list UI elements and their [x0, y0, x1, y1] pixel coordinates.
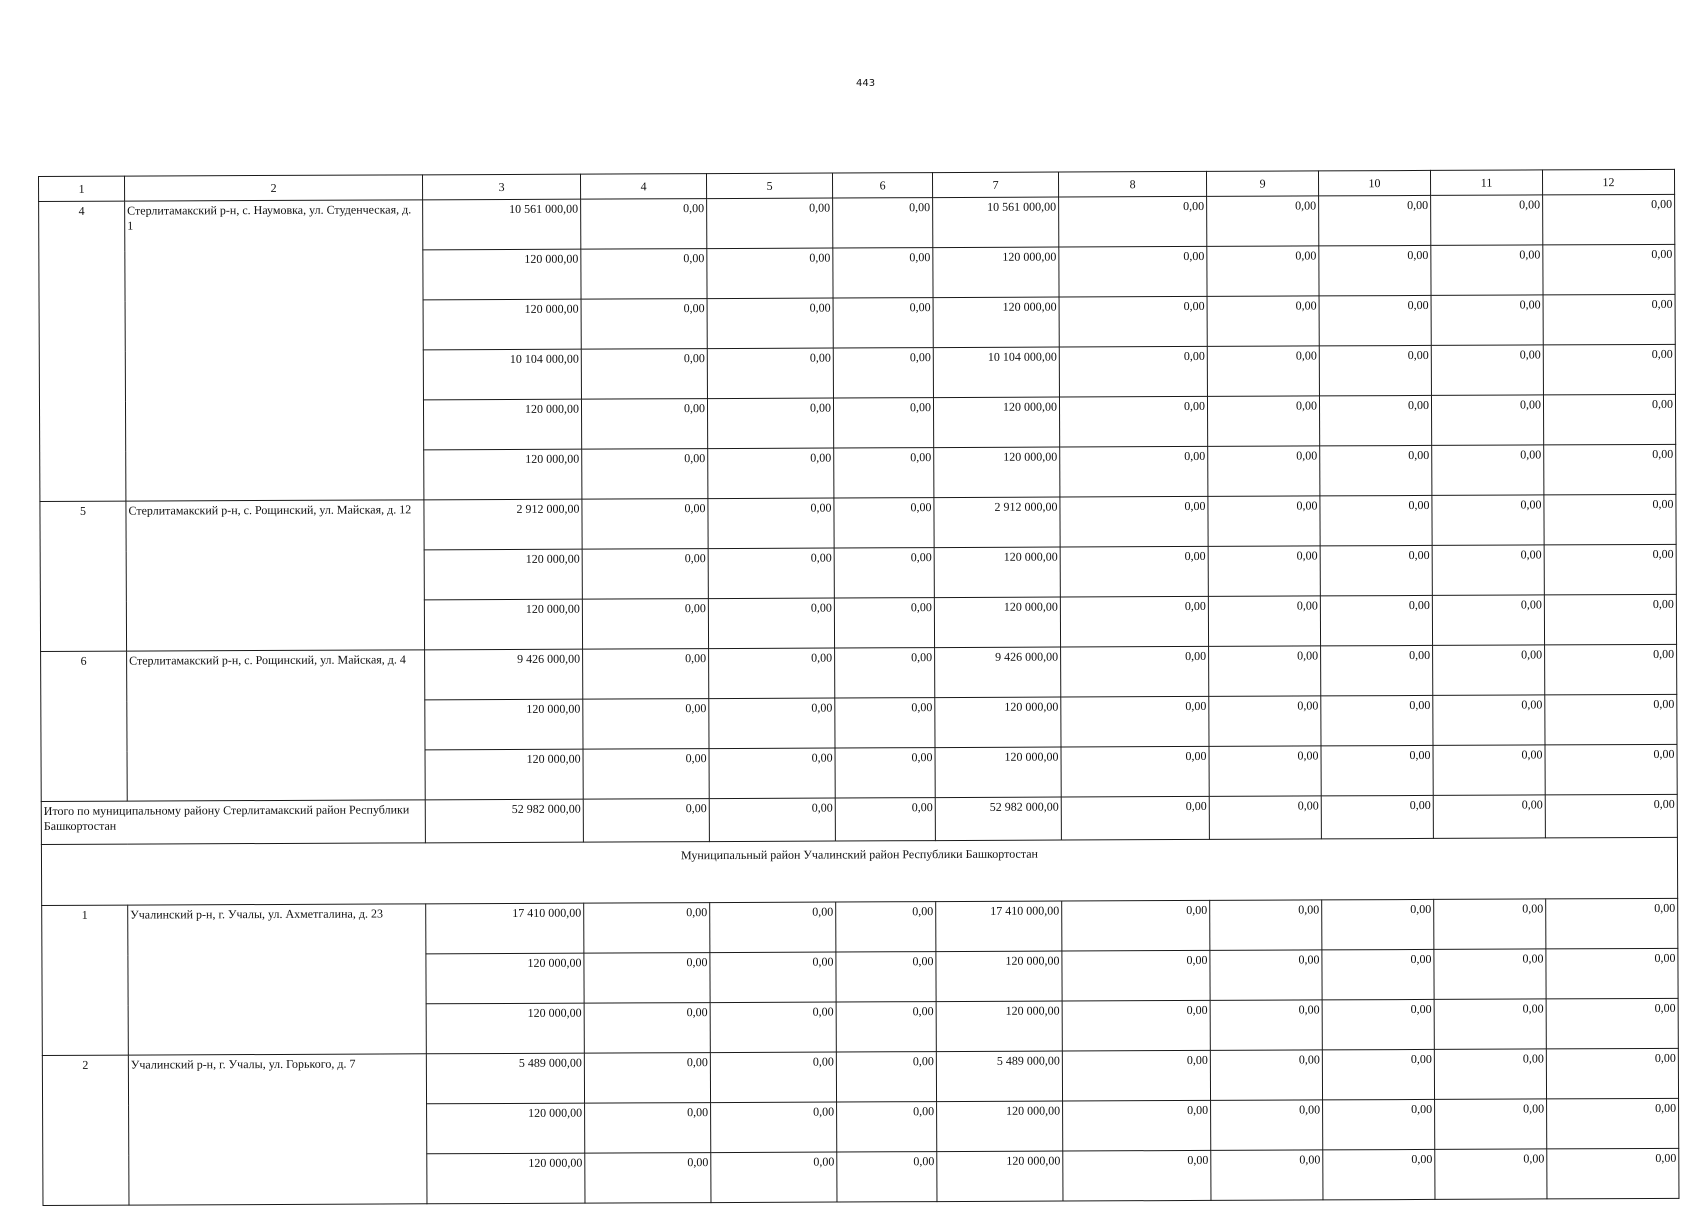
amount-cell: 0,00 — [711, 1102, 837, 1153]
amount-cell: 0,00 — [1059, 296, 1207, 347]
amount-cell: 0,00 — [1060, 496, 1208, 547]
amount-cell: 0,00 — [1435, 1099, 1547, 1149]
amount-cell: 17 410 000,00 — [426, 903, 584, 954]
amount-cell: 0,00 — [833, 198, 933, 248]
amount-cell: 5 489 000,00 — [936, 1051, 1062, 1102]
header-cell: 3 — [422, 174, 580, 200]
table-row — [42, 898, 1678, 955]
amount-cell: 0,00 — [1545, 694, 1677, 745]
header-cell: 9 — [1206, 171, 1318, 196]
amount-cell: 120 000,00 — [935, 747, 1061, 798]
amount-cell: 0,00 — [834, 548, 934, 598]
amount-cell: 0,00 — [836, 952, 936, 1002]
amount-cell: 0,00 — [1207, 296, 1319, 346]
amount-cell: 0,00 — [837, 1102, 937, 1152]
amount-cell: 120 000,00 — [424, 449, 582, 500]
amount-cell: 0,00 — [1435, 1149, 1547, 1199]
amount-cell: 0,00 — [1061, 696, 1209, 747]
amount-cell: 0,00 — [834, 598, 934, 648]
amount-cell: 0,00 — [1543, 294, 1675, 345]
amount-cell: 0,00 — [709, 648, 835, 699]
amount-cell: 0,00 — [1209, 646, 1321, 696]
address-cell: Стерлитамакский р-н, с. Наумовка, ул. Студенческая, д. 1 — [125, 200, 424, 501]
amount-cell: 0,00 — [710, 1002, 836, 1053]
header-cell: 8 — [1058, 171, 1206, 197]
amount-cell: 0,00 — [1321, 745, 1433, 795]
amount-cell: 120 000,00 — [935, 697, 1061, 748]
total-amount-cell: 0,00 — [1061, 796, 1209, 840]
amount-cell: 0,00 — [710, 1052, 836, 1103]
amount-cell: 0,00 — [837, 1152, 937, 1202]
total-amount-cell: 0,00 — [709, 798, 835, 842]
amount-cell: 0,00 — [1432, 495, 1544, 545]
row-index: 1 — [42, 905, 129, 1055]
amount-cell: 0,00 — [1210, 900, 1322, 950]
header-cell: 5 — [706, 173, 832, 199]
amount-cell: 120 000,00 — [423, 399, 581, 450]
amount-cell: 0,00 — [1544, 494, 1676, 545]
amount-cell: 0,00 — [1544, 544, 1676, 595]
table-body — [39, 169, 1679, 1205]
header-cell: 1 — [39, 176, 125, 201]
amount-cell: 0,00 — [1543, 394, 1675, 445]
amount-cell: 0,00 — [1059, 246, 1207, 297]
amount-cell: 0,00 — [1432, 595, 1544, 645]
amount-cell: 0,00 — [585, 1153, 711, 1204]
row-index: 5 — [40, 501, 127, 651]
amount-cell: 120 000,00 — [934, 447, 1060, 498]
amount-cell: 0,00 — [833, 398, 933, 448]
amount-cell: 0,00 — [1545, 644, 1677, 695]
header-cell: 7 — [932, 172, 1058, 198]
amount-cell: 10 104 000,00 — [933, 347, 1059, 398]
table-row — [40, 494, 1676, 551]
amount-cell: 0,00 — [1210, 950, 1322, 1000]
amount-cell: 0,00 — [1321, 645, 1433, 695]
amount-cell: 120 000,00 — [934, 597, 1060, 648]
amount-cell: 2 912 000,00 — [424, 499, 582, 550]
amount-cell: 0,00 — [1209, 696, 1321, 746]
amount-cell: 0,00 — [581, 249, 707, 300]
amount-cell: 0,00 — [836, 1052, 936, 1102]
amount-cell: 0,00 — [582, 599, 708, 650]
header-cell: 6 — [832, 173, 932, 198]
amount-cell: 0,00 — [1209, 746, 1321, 796]
amount-cell: 120 000,00 — [933, 397, 1059, 448]
amount-cell: 0,00 — [582, 449, 708, 500]
amount-cell: 0,00 — [1059, 196, 1207, 247]
amount-cell: 120 000,00 — [937, 1151, 1063, 1202]
header-cell: 12 — [1542, 169, 1674, 195]
amount-cell: 120 000,00 — [936, 951, 1062, 1002]
amount-cell: 0,00 — [1320, 545, 1432, 595]
amount-cell: 0,00 — [1063, 1150, 1211, 1201]
budget-table-sheet — [38, 169, 1678, 1206]
table-row — [41, 644, 1677, 701]
amount-cell: 0,00 — [707, 198, 833, 249]
total-amount-cell: 0,00 — [1209, 796, 1321, 839]
amount-cell: 0,00 — [582, 499, 708, 550]
amount-cell: 0,00 — [1546, 998, 1678, 1049]
amount-cell: 0,00 — [707, 248, 833, 299]
amount-cell: 0,00 — [584, 953, 710, 1004]
amount-cell: 0,00 — [707, 348, 833, 399]
amount-cell: 9 426 000,00 — [425, 649, 583, 700]
amount-cell: 0,00 — [584, 903, 710, 954]
amount-cell: 0,00 — [1207, 396, 1319, 446]
amount-cell: 0,00 — [582, 549, 708, 600]
amount-cell: 0,00 — [1208, 496, 1320, 546]
total-amount-cell: 52 982 000,00 — [425, 799, 583, 843]
amount-cell: 0,00 — [1320, 595, 1432, 645]
amount-cell: 0,00 — [1546, 948, 1678, 999]
table-row — [42, 1048, 1678, 1105]
amount-cell: 120 000,00 — [934, 547, 1060, 598]
amount-cell: 120 000,00 — [426, 1003, 584, 1054]
amount-cell: 0,00 — [836, 1002, 936, 1052]
amount-cell: 0,00 — [1062, 1000, 1210, 1051]
amount-cell: 0,00 — [581, 399, 707, 450]
section-row — [41, 837, 1677, 905]
amount-cell: 0,00 — [581, 199, 707, 250]
amount-cell: 0,00 — [581, 349, 707, 400]
amount-cell: 0,00 — [1211, 1150, 1323, 1200]
total-amount-cell: 0,00 — [1545, 794, 1677, 838]
amount-cell: 0,00 — [584, 1003, 710, 1054]
amount-cell: 0,00 — [707, 298, 833, 349]
address-cell: Учалинский р-н, г. Учалы, ул. Горького, д. 7 — [128, 1054, 427, 1205]
amount-cell: 0,00 — [1434, 899, 1546, 949]
amount-cell: 0,00 — [1207, 196, 1319, 246]
amount-cell: 0,00 — [1319, 345, 1431, 395]
amount-cell: 0,00 — [1320, 495, 1432, 545]
amount-cell: 0,00 — [709, 698, 835, 749]
header-cell: 4 — [580, 174, 706, 200]
amount-cell: 0,00 — [1320, 445, 1432, 495]
amount-cell: 120 000,00 — [425, 749, 583, 800]
amount-cell: 0,00 — [708, 598, 834, 649]
amount-cell: 0,00 — [581, 299, 707, 350]
total-amount-cell: 0,00 — [835, 798, 935, 841]
amount-cell: 0,00 — [1211, 1100, 1323, 1150]
amount-cell: 0,00 — [709, 748, 835, 799]
amount-cell: 0,00 — [1545, 744, 1677, 795]
address-cell: Учалинский р-н, г. Учалы, ул. Ахметгалина, д. 23 — [128, 904, 427, 1055]
amount-cell: 0,00 — [1208, 446, 1320, 496]
amount-cell: 120 000,00 — [426, 953, 584, 1004]
amount-cell: 120 000,00 — [423, 299, 581, 350]
total-row — [41, 794, 1677, 844]
header-cell: 11 — [1430, 170, 1542, 195]
amount-cell: 0,00 — [583, 749, 709, 800]
amount-cell: 0,00 — [1208, 596, 1320, 646]
total-amount-cell: 0,00 — [583, 799, 709, 843]
amount-cell: 0,00 — [1060, 446, 1208, 497]
amount-cell: 0,00 — [1431, 245, 1543, 295]
amount-cell: 0,00 — [585, 1103, 711, 1154]
amount-cell: 0,00 — [1322, 949, 1434, 999]
amount-cell: 120 000,00 — [933, 297, 1059, 348]
row-index: 2 — [42, 1055, 129, 1205]
amount-cell: 0,00 — [835, 648, 935, 698]
amount-cell: 0,00 — [1319, 195, 1431, 245]
amount-cell: 10 104 000,00 — [423, 349, 581, 400]
amount-cell: 0,00 — [1431, 345, 1543, 395]
amount-cell: 120 000,00 — [937, 1101, 1063, 1152]
budget-table — [38, 169, 1679, 1206]
amount-cell: 0,00 — [1319, 395, 1431, 445]
amount-cell: 0,00 — [1543, 194, 1675, 245]
address-cell: Стерлитамакский р-н, с. Рощинский, ул. Майская, д. 4 — [127, 650, 426, 801]
amount-cell: 0,00 — [1434, 949, 1546, 999]
amount-cell: 0,00 — [1433, 745, 1545, 795]
amount-cell: 0,00 — [1062, 950, 1210, 1001]
amount-cell: 0,00 — [1319, 245, 1431, 295]
amount-cell: 0,00 — [1207, 246, 1319, 296]
amount-cell: 0,00 — [1062, 900, 1210, 951]
amount-cell: 0,00 — [1546, 898, 1678, 949]
amount-cell: 5 489 000,00 — [426, 1053, 584, 1104]
amount-cell: 0,00 — [834, 498, 934, 548]
amount-cell: 0,00 — [1063, 1100, 1211, 1151]
amount-cell: 0,00 — [1544, 444, 1676, 495]
page-number: 443 — [856, 78, 876, 89]
amount-cell: 0,00 — [1432, 545, 1544, 595]
amount-cell: 0,00 — [1060, 546, 1208, 597]
amount-cell: 120 000,00 — [427, 1103, 585, 1154]
total-label: Итого по муниципальному району Стерлитамакский район Республики Башкортостан — [41, 800, 425, 845]
row-index: 6 — [41, 651, 128, 801]
amount-cell: 0,00 — [834, 448, 934, 498]
amount-cell: 0,00 — [1432, 445, 1544, 495]
amount-cell: 0,00 — [1060, 596, 1208, 647]
amount-cell: 0,00 — [707, 398, 833, 449]
amount-cell: 0,00 — [710, 902, 836, 953]
amount-cell: 10 561 000,00 — [933, 197, 1059, 248]
header-cell: 10 — [1318, 170, 1430, 195]
amount-cell: 0,00 — [833, 348, 933, 398]
amount-cell: 120 000,00 — [423, 249, 581, 300]
amount-cell: 0,00 — [835, 698, 935, 748]
amount-cell: 0,00 — [1322, 899, 1434, 949]
amount-cell: 0,00 — [1543, 244, 1675, 295]
table-row — [39, 194, 1675, 251]
row-index: 4 — [39, 201, 126, 501]
amount-cell: 0,00 — [1322, 1049, 1434, 1099]
amount-cell: 0,00 — [710, 952, 836, 1003]
amount-cell: 0,00 — [1210, 1050, 1322, 1100]
total-amount-cell: 0,00 — [1433, 795, 1545, 838]
amount-cell: 2 912 000,00 — [934, 497, 1060, 548]
amount-cell: 0,00 — [583, 699, 709, 750]
amount-cell: 10 561 000,00 — [423, 199, 581, 250]
amount-cell: 120 000,00 — [424, 549, 582, 600]
amount-cell: 120 000,00 — [933, 247, 1059, 298]
header-cell: 2 — [125, 175, 423, 201]
amount-cell: 120 000,00 — [424, 599, 582, 650]
amount-cell: 0,00 — [1543, 344, 1675, 395]
amount-cell: 0,00 — [1544, 594, 1676, 645]
amount-cell: 0,00 — [1434, 1049, 1546, 1099]
amount-cell: 0,00 — [833, 248, 933, 298]
amount-cell: 120 000,00 — [425, 699, 583, 750]
amount-cell: 0,00 — [708, 548, 834, 599]
amount-cell: 0,00 — [1546, 1048, 1678, 1099]
amount-cell: 0,00 — [584, 1053, 710, 1104]
section-title: Муниципальный район Учалинский район Республики Башкортостан — [41, 837, 1677, 905]
total-amount-cell: 0,00 — [1321, 795, 1433, 838]
amount-cell: 0,00 — [583, 649, 709, 700]
amount-cell: 0,00 — [1431, 395, 1543, 445]
amount-cell: 0,00 — [1062, 1050, 1210, 1101]
amount-cell: 0,00 — [1319, 295, 1431, 345]
amount-cell: 0,00 — [1061, 746, 1209, 797]
amount-cell: 0,00 — [1059, 346, 1207, 397]
amount-cell: 120 000,00 — [936, 1001, 1062, 1052]
amount-cell: 0,00 — [1059, 396, 1207, 447]
amount-cell: 0,00 — [708, 498, 834, 549]
amount-cell: 0,00 — [1547, 1098, 1679, 1149]
amount-cell: 0,00 — [711, 1152, 837, 1203]
amount-cell: 0,00 — [1433, 695, 1545, 745]
amount-cell: 0,00 — [1431, 295, 1543, 345]
amount-cell: 0,00 — [1208, 546, 1320, 596]
amount-cell: 0,00 — [1323, 1149, 1435, 1199]
amount-cell: 0,00 — [708, 448, 834, 499]
amount-cell: 0,00 — [1431, 195, 1543, 245]
amount-cell: 0,00 — [1210, 1000, 1322, 1050]
amount-cell: 17 410 000,00 — [936, 901, 1062, 952]
amount-cell: 0,00 — [1434, 999, 1546, 1049]
total-amount-cell: 52 982 000,00 — [935, 797, 1061, 841]
amount-cell: 0,00 — [1323, 1099, 1435, 1149]
amount-cell: 0,00 — [1547, 1148, 1679, 1199]
amount-cell: 0,00 — [833, 298, 933, 348]
address-cell: Стерлитамакский р-н, с. Рощинский, ул. Майская, д. 12 — [126, 500, 425, 651]
amount-cell: 0,00 — [1207, 346, 1319, 396]
amount-cell: 9 426 000,00 — [935, 647, 1061, 698]
amount-cell: 0,00 — [1322, 999, 1434, 1049]
amount-cell: 0,00 — [1433, 645, 1545, 695]
amount-cell: 0,00 — [1061, 646, 1209, 697]
amount-cell: 0,00 — [836, 902, 936, 952]
amount-cell: 120 000,00 — [427, 1153, 585, 1204]
amount-cell: 0,00 — [1321, 695, 1433, 745]
amount-cell: 0,00 — [835, 748, 935, 798]
